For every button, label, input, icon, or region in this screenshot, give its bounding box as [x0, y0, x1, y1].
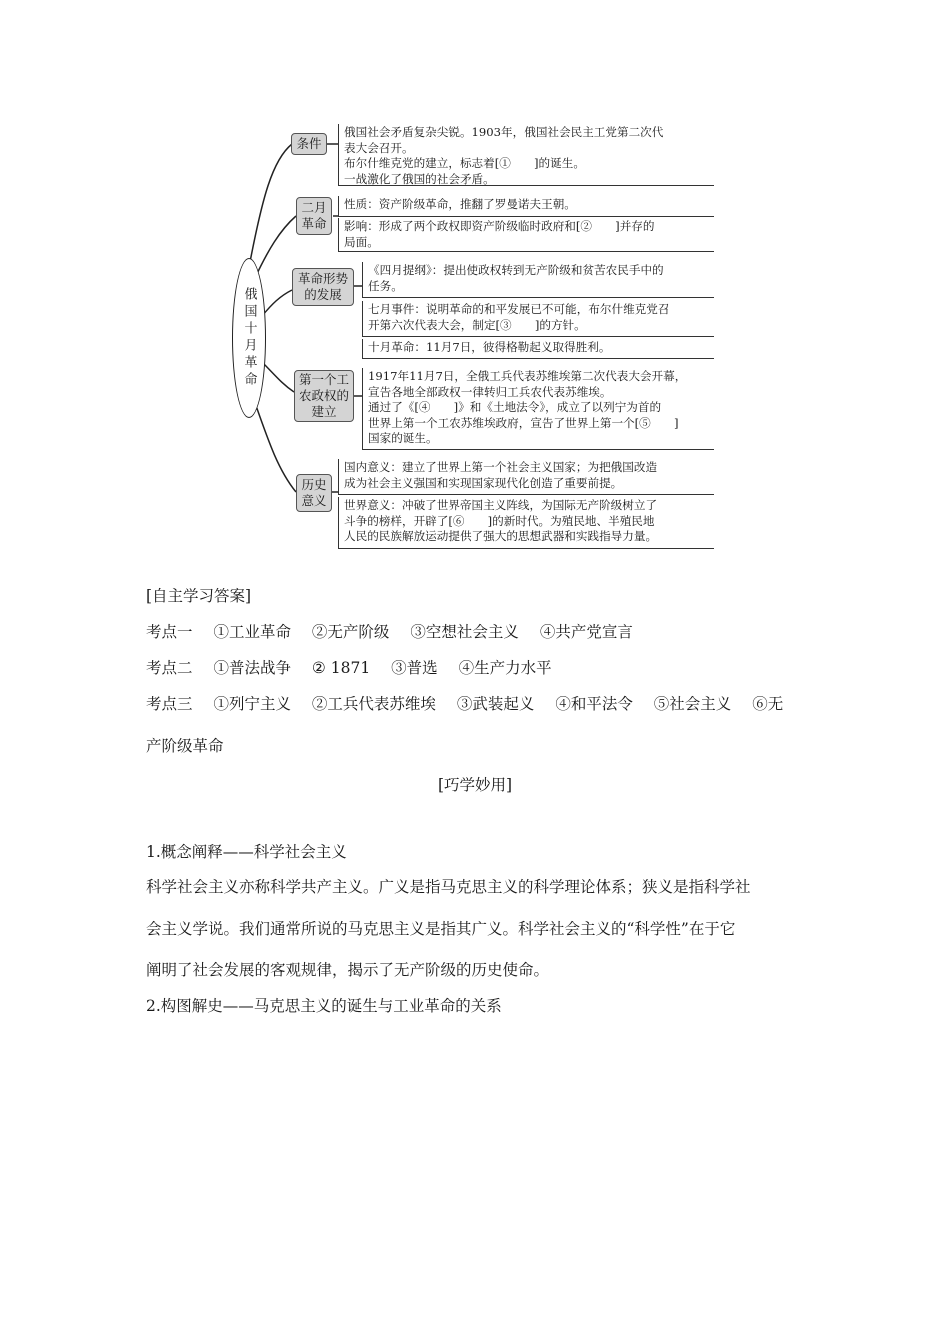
- october-revolution-item: [362, 339, 714, 359]
- answer-item: ①列宁主义: [213, 695, 291, 713]
- text-line: 性质：资产阶级革命，推翻了罗曼诺夫王朝。: [344, 197, 576, 211]
- answers-k2: [146, 656, 552, 678]
- branch-label: 历史意义: [301, 477, 327, 508]
- answer-item: ②工兵代表苏维埃: [311, 695, 436, 713]
- branch-label: 条件: [296, 136, 322, 151]
- answer-item: ④和平法令: [555, 695, 633, 713]
- text-line: 国家的诞生。: [368, 431, 438, 445]
- mind-map: [0, 0, 950, 560]
- section-2-title: 2.构图解史——马克思主义的诞生与工业革命的关系: [146, 997, 502, 1015]
- k3-label: 考点三: [146, 695, 193, 713]
- text-line: 一战激化了俄国的社会矛盾。: [344, 171, 495, 186]
- text-line: 俄国社会矛盾复杂尖锐。1903年，俄国社会民主工党第二次代: [344, 125, 664, 139]
- domestic-significance-item: [338, 459, 714, 495]
- branch-historical-significance: [296, 474, 332, 512]
- k1-label: 考点一: [146, 623, 193, 641]
- branch-label: 革命形势的发展: [297, 271, 348, 302]
- text-line: 任务。: [368, 278, 403, 293]
- text-line: 表大会召开。: [344, 140, 414, 155]
- text-line: 成为社会主义强国和实现国家现代化创造了重要前提。: [344, 475, 623, 490]
- text-line: 七月事件：说明革命的和平发展已不可能，布尔什维克党召: [368, 302, 670, 316]
- answer-item: ①普法战争: [213, 659, 291, 677]
- answer-item: ③武装起义: [456, 695, 535, 713]
- answers-k3-wrap: 产阶级革命: [146, 737, 224, 755]
- text-line: 局面。: [344, 234, 379, 249]
- qiaoxue-title: [巧学妙用]: [437, 776, 513, 794]
- root-node: [232, 258, 266, 418]
- text-line: 影响：形成了两个政权即资产阶级临时政府和[② ]并存的: [344, 219, 655, 233]
- answers-heading: [自主学习答案]: [146, 587, 252, 605]
- root-label: 俄国十月革命: [241, 287, 257, 389]
- text-line: 宣告各地全部政权一律转归工兵农代表苏维埃。: [368, 384, 612, 399]
- answer-item: ⑤社会主义: [653, 695, 732, 713]
- answer-item: ⑥无: [752, 695, 784, 713]
- april-theses-item: [362, 262, 714, 298]
- answer-item: ③空想社会主义: [410, 623, 519, 641]
- text-line: 国内意义：建立了世界上第一个社会主义国家；为把俄国改造: [344, 460, 658, 474]
- text-line: 世界意义：冲破了世界帝国主义阵线，为国际无产阶级树立了: [344, 498, 658, 512]
- text-line: 《四月提纲》：提出使政权转到无产阶级和贫苦农民手中的: [368, 263, 664, 277]
- section-1-title: 1.概念阐释——科学社会主义: [146, 843, 347, 861]
- text-line: 通过了《[④ ]》和《土地法令》，成立了以列宁为首的: [368, 400, 662, 414]
- text-line: 十月革命：11月7日，彼得格勒起义取得胜利。: [368, 340, 611, 354]
- soviet-regime-item: [362, 368, 714, 450]
- text-line: 世界上第一个工农苏维埃政府，宣告了世界上第一个[⑤ ]: [368, 415, 679, 430]
- answer-item: ①工业革命: [213, 623, 291, 641]
- february-impact-item: [338, 218, 714, 252]
- conditions-item: [338, 124, 714, 186]
- answers-k1: [146, 620, 633, 642]
- section-1-line: 科学社会主义亦称科学共产主义。广义是指马克思主义的科学理论体系；狭义是指科学社: [146, 878, 751, 896]
- text-line: 开第六次代表大会，制定[③ ]的方针。: [368, 317, 586, 332]
- branch-label: 第一个工农政权的建立: [298, 372, 349, 419]
- july-events-item: [362, 301, 714, 337]
- text-line: 布尔什维克党的建立，标志着[① ]的诞生。: [344, 156, 585, 170]
- k2-label: 考点二: [146, 659, 193, 677]
- section-1-line: 阐明了社会发展的客观规律，揭示了无产阶级的历史使命。: [146, 961, 550, 979]
- branch-first-soviet-regime: [294, 370, 354, 422]
- answer-item: ④生产力水平: [458, 659, 552, 677]
- february-nature-item: [338, 196, 714, 217]
- world-significance-item: [338, 497, 714, 549]
- section-1-line: 会主义学说。我们通常所说的马克思主义是指其广义。科学社会主义的“科学性”在于它: [146, 920, 736, 938]
- answer-item: ②无产阶级: [311, 623, 390, 641]
- text-line: 斗争的榜样，开辟了[⑥ ]的新时代。为殖民地、半殖民地: [344, 513, 655, 528]
- answers-k3: [146, 692, 783, 714]
- answer-item: ④共产党宣言: [539, 623, 633, 641]
- branch-revolution-development: [292, 268, 354, 306]
- text-line: 1917年11月7日，全俄工兵代表苏维埃第二次代表大会开幕，: [368, 369, 687, 383]
- branch-february-revolution: [296, 197, 332, 235]
- text-line: 人民的民族解放运动提供了强大的思想武器和实践指导力量。: [344, 529, 658, 543]
- answer-item: ② 1871: [311, 659, 371, 677]
- branch-conditions: [291, 133, 327, 155]
- answer-item: ③普选: [391, 659, 438, 677]
- branch-label: 二月革命: [301, 200, 327, 231]
